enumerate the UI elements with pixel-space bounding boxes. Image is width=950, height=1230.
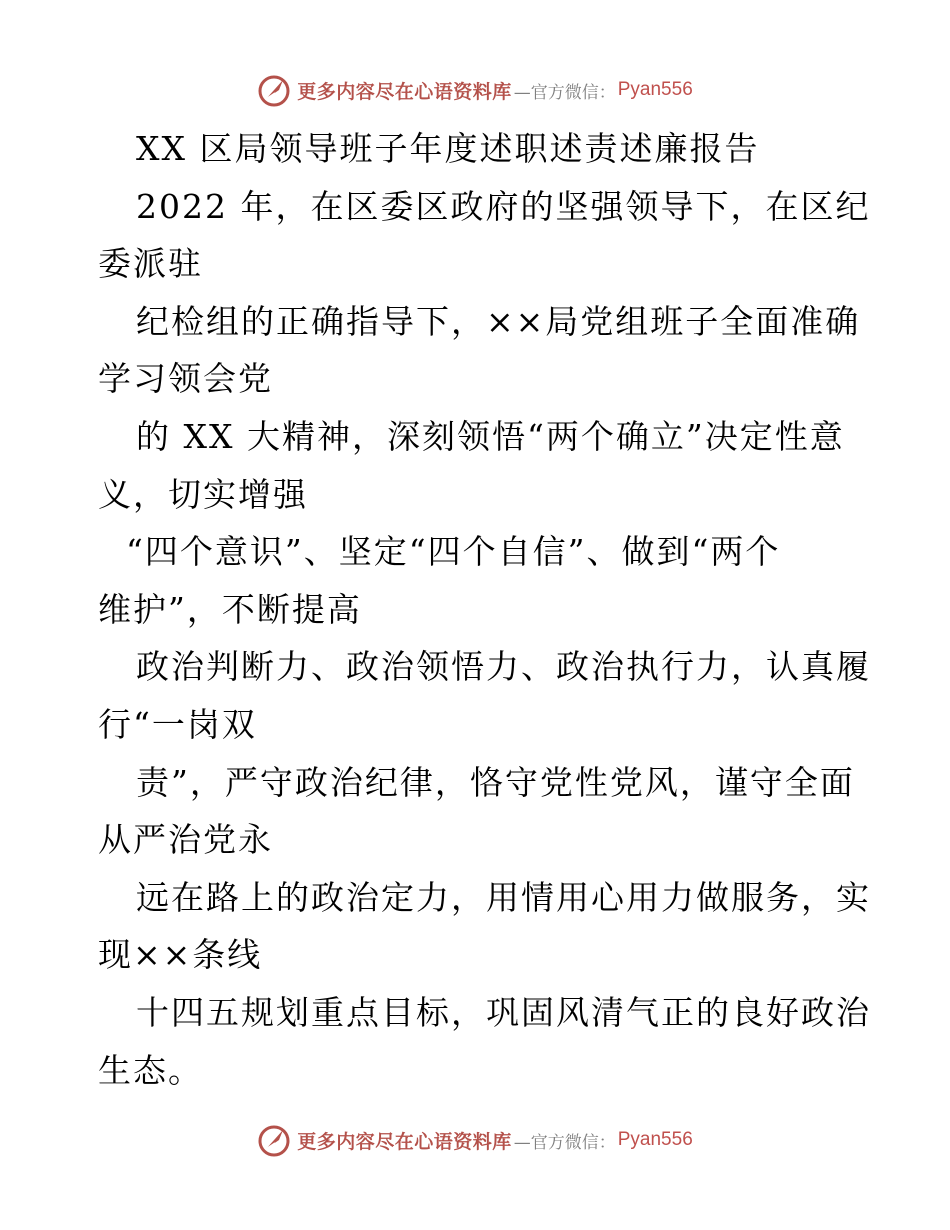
body-line: 维护”，不断提高 <box>98 589 362 629</box>
body-line: 政治判断力、政治领悟力、政治执行力，认真履 <box>136 647 871 687</box>
watermark-separator: —官方微信： <box>513 1132 616 1153</box>
watermark-text: 更多内容尽在心语资料库 <box>297 1130 512 1153</box>
body-line: “四个意识”、坚定“四个自信”、做到“两个 <box>126 532 781 572</box>
watermark-separator: —官方微信： <box>513 82 616 103</box>
body-line: 从严治党永 <box>98 820 273 860</box>
document-body <box>98 120 871 1099</box>
watermark-text: 更多内容尽在心语资料库 <box>297 80 512 103</box>
watermark-wechat-id: Pyan556 <box>617 79 693 100</box>
body-line: 义，切实增强 <box>98 474 308 514</box>
body-line: 2022 年，在区委区政府的坚强领导下，在区纪 <box>136 186 871 226</box>
body-line: 十四五规划重点目标，巩固风清气正的良好政治 <box>136 992 871 1032</box>
body-line: 远在路上的政治定力，用情用心用力做服务，实 <box>136 877 871 917</box>
watermark-footer <box>0 1120 950 1160</box>
body-line: 的 XX 大精神，深刻领悟“两个确立”决定性意 <box>136 416 845 456</box>
body-line: 现××条线 <box>98 935 263 975</box>
quill-logo-icon <box>257 1123 291 1157</box>
body-line: 责”，严守政治纪律，恪守党性党风，谨守全面 <box>136 762 855 802</box>
body-line: 委派驻 <box>98 244 203 284</box>
watermark-wechat-id: Pyan556 <box>617 1129 693 1150</box>
watermark-header <box>0 70 950 110</box>
document-title: XX 区局领导班子年度述职述责述廉报告 <box>136 129 760 168</box>
body-line: 行“一岗双 <box>98 704 257 744</box>
body-line: 纪检组的正确指导下，××局党组班子全面准确 <box>136 301 861 341</box>
body-line: 学习领会党 <box>98 359 273 399</box>
quill-logo-icon <box>257 73 291 107</box>
body-line: 生态。 <box>98 1050 203 1090</box>
